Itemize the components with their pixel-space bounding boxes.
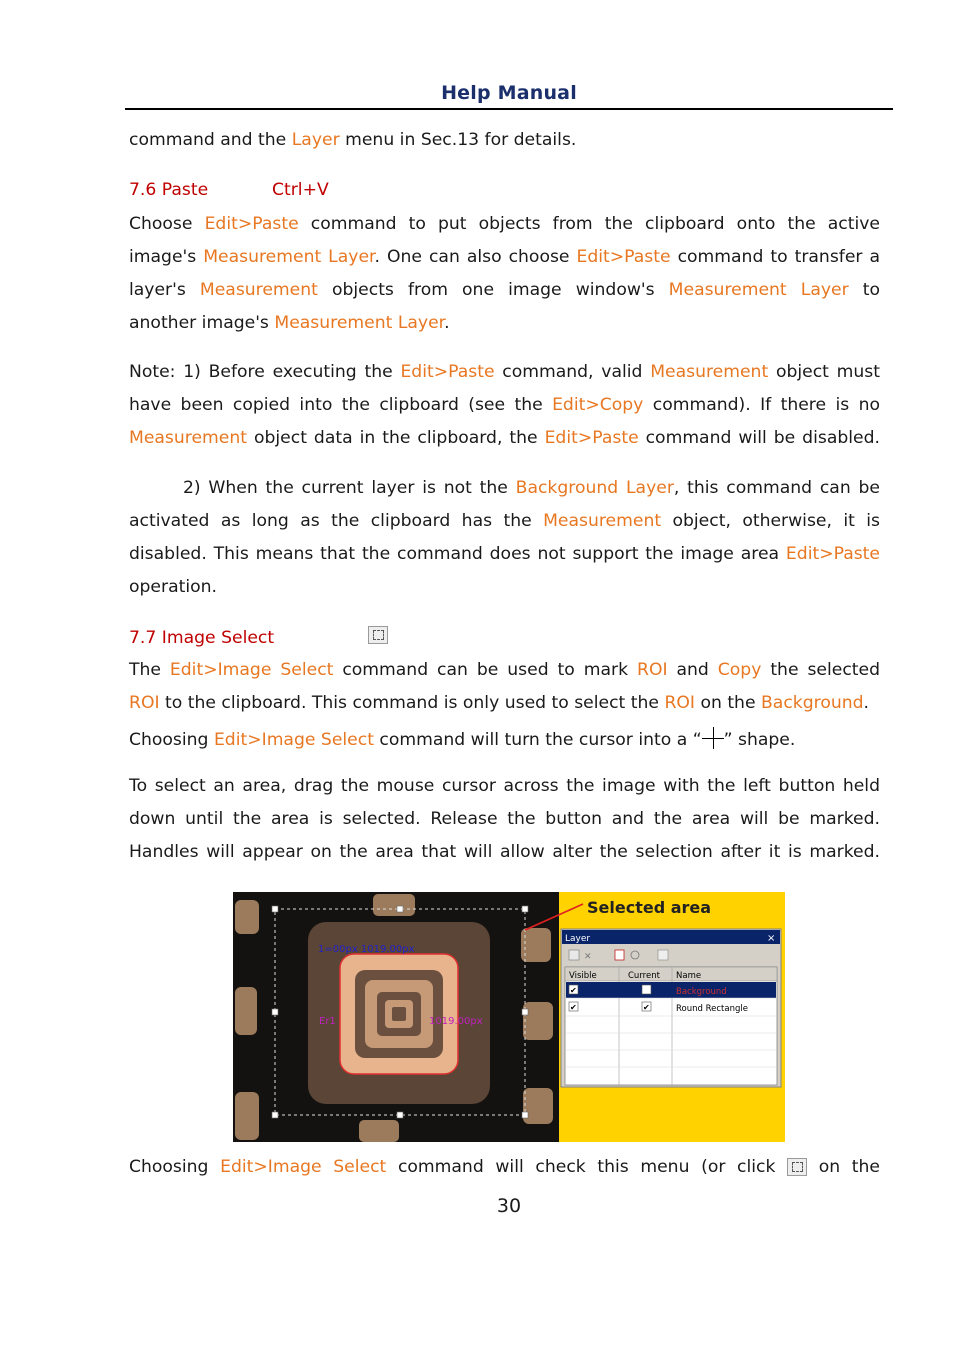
paragraph-paste: Choose Edit>Paste command to put objects from the clipboard onto the active image's Measurement Layer. One can also choose Edit>Paste command to transfer a layer's Measurement objects from one image window's Measurement Layer to another image's Measurement Layer. bbox=[129, 214, 881, 333]
header-title: Help Manual bbox=[441, 82, 577, 104]
link-layer: Layer bbox=[291, 130, 340, 150]
header-rule bbox=[125, 108, 893, 110]
paragraph-note-2: 2) When the current layer is not the Background Layer, this command can be activated as long as the clipboard has the Measurement object, otherwise, it is disabled. This means that the command does not support the image area Edit>Paste operation. bbox=[129, 478, 881, 597]
section-heading-7-7 bbox=[129, 622, 880, 655]
image-select-icon bbox=[787, 1158, 807, 1176]
column-visible: Visible bbox=[569, 971, 597, 981]
image-select-icon bbox=[368, 626, 388, 644]
layer-panel-title: Layer bbox=[565, 934, 591, 944]
table-row[interactable] bbox=[566, 982, 776, 998]
callout-label: Selected area bbox=[587, 898, 712, 917]
figure-illustration bbox=[233, 892, 785, 1142]
measure-label-left: Er1 bbox=[319, 1016, 336, 1027]
svg-text:✔: ✔ bbox=[570, 1003, 577, 1012]
measure-label-top: 1=00px 1019.00px bbox=[318, 944, 415, 955]
paragraph-select-area: To select an area, drag the mouse cursor across the image with the left button held down until the area is selected. Release the button and the area will be marked. Handles will appear on the area that will allow alter the selection after it is marked. bbox=[129, 776, 880, 862]
screenshot-figure bbox=[233, 892, 785, 1142]
paragraph-note-1: Note: 1) Before executing the Edit>Paste command, valid Measurement object must have been copied into the clipboard (see the Edit>Copy command). If there is no Measurement object data in the clipboard, the Edit>Paste command will be disabled. bbox=[129, 362, 880, 448]
svg-text:✔: ✔ bbox=[643, 1003, 650, 1012]
svg-text:✔: ✔ bbox=[570, 986, 577, 995]
section-heading-7-6 bbox=[129, 174, 880, 207]
measure-label-right: 1019.00px bbox=[429, 1016, 483, 1027]
layer-panel-close-icon[interactable]: × bbox=[767, 933, 776, 944]
paragraph-image-select: The Edit>Image Select command can be used to mark ROI and Copy the selected ROI to the clipboard. This command is only used to select the ROI on the Background. Choosing Edit>Image Select command will turn the cursor into a “ ” shape. bbox=[129, 660, 881, 750]
section-shortcut: Ctrl+V bbox=[272, 180, 329, 200]
section-number: 7.6 Paste bbox=[129, 180, 209, 200]
layer-name: Round Rectangle bbox=[676, 1004, 748, 1014]
new-layer-icon[interactable] bbox=[569, 950, 579, 960]
properties-icon[interactable] bbox=[615, 950, 624, 960]
column-name: Name bbox=[676, 971, 702, 981]
merge-layer-icon[interactable] bbox=[658, 950, 668, 960]
crosshair-cursor-icon bbox=[702, 727, 724, 749]
layer-name: Background bbox=[676, 987, 727, 997]
column-current: Current bbox=[628, 971, 660, 981]
current-checkbox[interactable] bbox=[642, 985, 651, 994]
page-number: 30 bbox=[496, 1195, 522, 1217]
paragraph-intro: command and the Layer menu in Sec.13 for details. bbox=[129, 130, 577, 150]
section-number: 7.7 Image Select bbox=[129, 628, 275, 648]
delete-layer-icon[interactable]: ✕ bbox=[584, 952, 592, 962]
paragraph-choosing: Choosing Edit>Image Select command will check this menu (or click on the bbox=[129, 1157, 880, 1177]
